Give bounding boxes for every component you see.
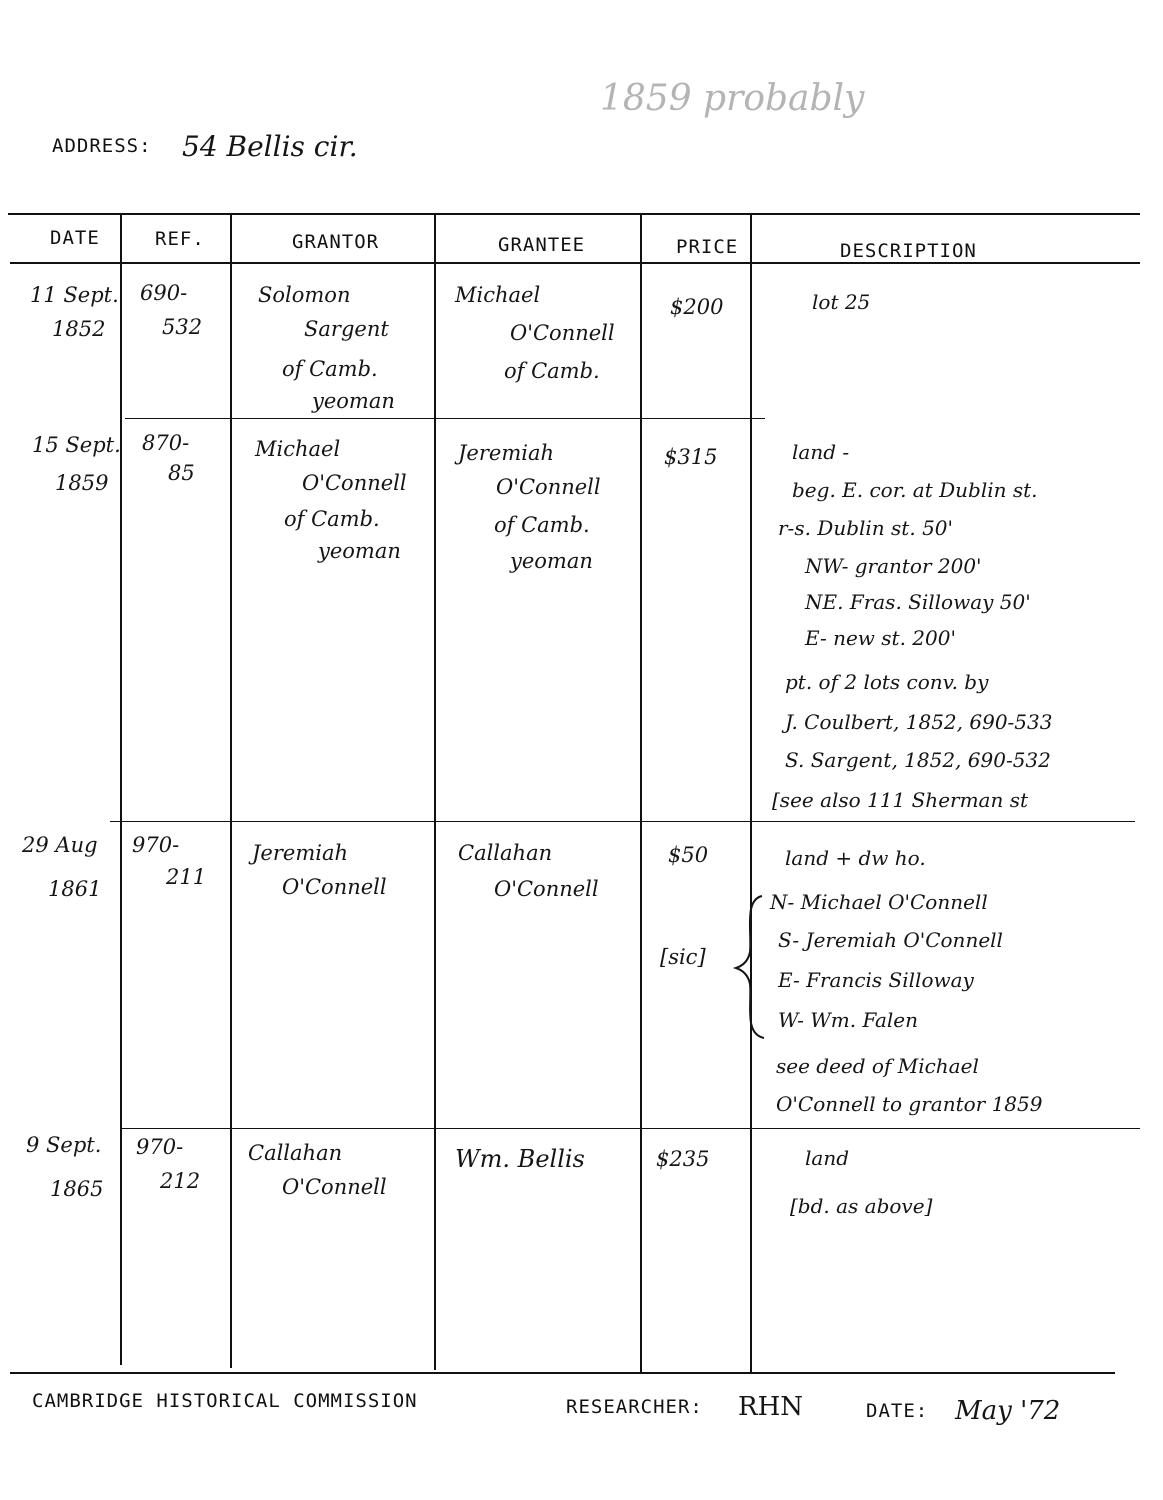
- row-ref-line: 970-: [132, 833, 180, 857]
- row-date-line: 1861: [48, 877, 102, 901]
- row-divider-2: [110, 821, 1135, 822]
- row-grantor-line: Callahan: [248, 1141, 343, 1165]
- row-description-line: [bd. as above]: [790, 1194, 933, 1218]
- row-ref-line: 970-: [136, 1135, 184, 1159]
- row-grantor-line: O'Connell: [302, 471, 407, 495]
- row-grantor-line: Jeremiah: [252, 841, 348, 865]
- row-price-note: [sic]: [660, 945, 706, 969]
- col-header-ref: REF.: [155, 228, 205, 250]
- row-grantor-line: yeoman: [312, 389, 395, 413]
- row-date-line: 1852: [52, 317, 106, 341]
- row-description-line: pt. of 2 lots conv. by: [785, 670, 989, 694]
- col-divider-price: [750, 213, 752, 1373]
- col-divider-grantee: [640, 213, 642, 1372]
- row-description-line: S. Sargent, 1852, 690-532: [785, 748, 1051, 772]
- col-header-description: DESCRIPTION: [840, 240, 977, 262]
- row-description-line: land + dw ho.: [785, 846, 926, 870]
- row-description-line: land: [805, 1146, 850, 1170]
- footer-rule: [10, 1372, 1115, 1374]
- row-grantor-line: of Camb.: [282, 357, 378, 381]
- row-grantee-line: of Camb.: [494, 513, 590, 537]
- row-description-line: see deed of Michael: [776, 1054, 979, 1078]
- row-grantee-line: yeoman: [510, 549, 593, 573]
- row-grantee-line: Michael: [455, 283, 541, 307]
- row-grantee-line: O'Connell: [496, 475, 601, 499]
- address-value: 54 Bellis cir.: [182, 130, 358, 163]
- row-description-line: land -: [792, 440, 850, 464]
- row-description-line: W- Wm. Falen: [778, 1008, 919, 1032]
- col-header-price: PRICE: [676, 236, 739, 258]
- row-description-line: E- new st. 200': [805, 626, 956, 650]
- address-label: ADDRESS:: [52, 135, 152, 157]
- row-grantee-line: O'Connell: [494, 877, 599, 901]
- footer-date-value: May '72: [955, 1396, 1061, 1426]
- row-ref-line: 211: [166, 865, 207, 889]
- row-date-line: 29 Aug: [22, 833, 98, 857]
- row-description-line: S- Jeremiah O'Connell: [778, 928, 1003, 952]
- table-header-rule: [10, 262, 1140, 264]
- row-grantee-line: Jeremiah: [458, 441, 554, 465]
- row-grantor-line: O'Connell: [282, 1175, 387, 1199]
- col-divider-date: [120, 213, 122, 1365]
- row-grantor-line: yeoman: [318, 539, 401, 563]
- row-grantee-line: Callahan: [458, 841, 553, 865]
- row-grantee-line: of Camb.: [504, 359, 600, 383]
- row-ref-line: 212: [160, 1169, 201, 1193]
- col-divider-grantor: [434, 213, 436, 1370]
- row-ref-line: 870-: [142, 431, 190, 455]
- row-grantor-line: Sargent: [304, 317, 389, 341]
- row-price: $315: [664, 445, 718, 469]
- table-top-rule: [8, 213, 1140, 215]
- row-date-line: 9 Sept.: [26, 1133, 102, 1157]
- col-header-grantee: GRANTEE: [498, 234, 586, 256]
- row-ref-line: 690-: [140, 281, 188, 305]
- row-description-line: beg. E. cor. at Dublin st.: [792, 478, 1038, 502]
- row-grantee-line: O'Connell: [510, 321, 615, 345]
- col-divider-ref: [230, 213, 232, 1368]
- margin-note: 1859 probably: [600, 78, 865, 119]
- row-description-line: [see also 111 Sherman st: [772, 788, 1029, 812]
- row-description-line: lot 25: [812, 290, 871, 314]
- row-description-line: NW- grantor 200': [805, 554, 982, 578]
- row-grantor-line: O'Connell: [282, 875, 387, 899]
- row-price: $50: [668, 843, 709, 867]
- row-price: $200: [670, 295, 724, 319]
- curly-brace-icon: [730, 892, 770, 1042]
- researcher-value: RHN: [738, 1392, 803, 1422]
- row-divider-1: [125, 418, 765, 419]
- row-description-line: J. Coulbert, 1852, 690-533: [785, 710, 1053, 734]
- row-description-line: O'Connell to grantor 1859: [776, 1092, 1043, 1116]
- row-grantee-line: Wm. Bellis: [455, 1145, 585, 1173]
- row-ref-line: 532: [162, 315, 203, 339]
- row-grantor-line: of Camb.: [284, 507, 380, 531]
- col-header-grantor: GRANTOR: [292, 231, 380, 253]
- row-grantor-line: Solomon: [258, 283, 351, 307]
- col-header-date: DATE: [50, 227, 100, 249]
- row-description-line: E- Francis Silloway: [778, 968, 974, 992]
- commission-name: CAMBRIDGE HISTORICAL COMMISSION: [32, 1390, 418, 1412]
- row-date-line: 1859: [55, 471, 109, 495]
- row-divider-3: [120, 1128, 1140, 1129]
- researcher-label: RESEARCHER:: [566, 1396, 703, 1418]
- row-date-line: 1865: [50, 1177, 104, 1201]
- row-description-line: N- Michael O'Connell: [770, 890, 988, 914]
- row-ref-line: 85: [168, 461, 195, 485]
- row-date-line: 15 Sept.: [32, 433, 121, 457]
- row-grantor-line: Michael: [255, 437, 341, 461]
- row-description-line: NE. Fras. Silloway 50': [805, 590, 1031, 614]
- row-price: $235: [656, 1147, 710, 1171]
- row-description-line: r-s. Dublin st. 50': [778, 516, 954, 540]
- footer-date-label: DATE:: [866, 1400, 929, 1422]
- row-date-line: 11 Sept.: [30, 283, 119, 307]
